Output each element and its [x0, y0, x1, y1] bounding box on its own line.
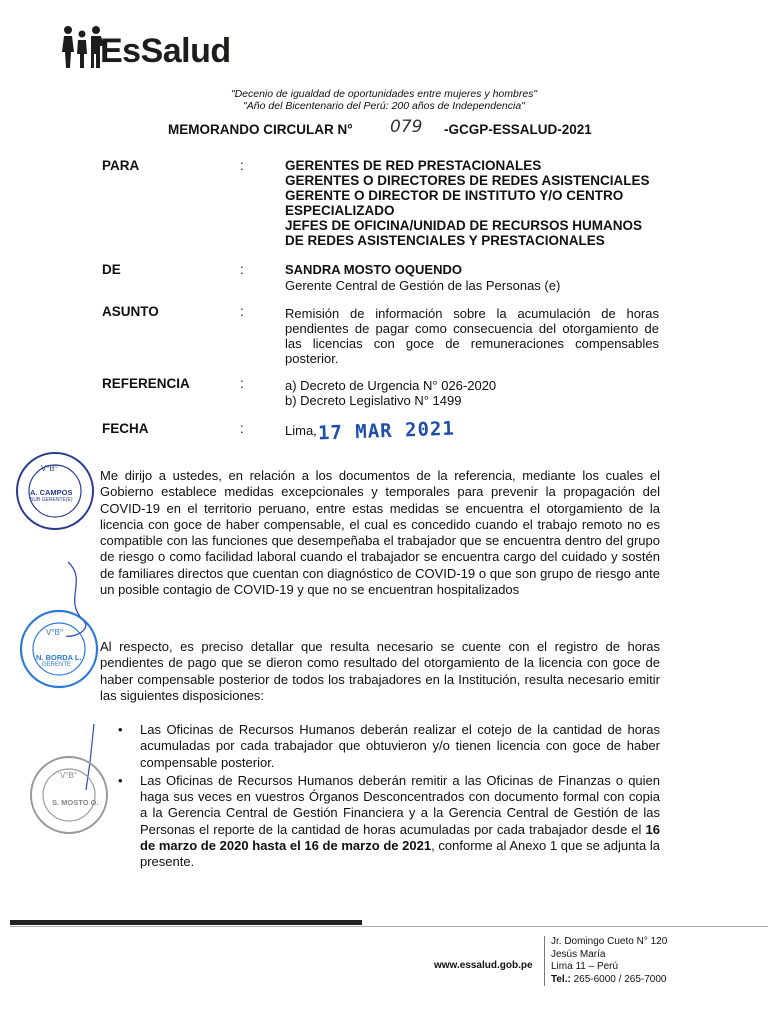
phone-label: Tel.:	[551, 973, 571, 985]
asunto-label: ASUNTO	[102, 304, 159, 319]
recipient-line: GERENTES DE RED PRESTACIONALES	[285, 158, 542, 173]
referencia-item: a) Decreto de Urgencia N° 026-2020	[285, 378, 497, 393]
colon: :	[240, 158, 244, 173]
recipient-line: GERENTES O DIRECTORES DE REDES ASISTENCIALES	[285, 173, 650, 188]
footer-rule-thin	[10, 926, 768, 927]
colon: :	[240, 262, 244, 277]
recipient-line: GERENTE O DIRECTOR DE INSTITUTO Y/O CENTRO	[285, 188, 624, 203]
referencia-item: b) Decreto Legislativo N° 1499	[285, 393, 462, 408]
sender-title: Gerente Central de Gestión de las Personas (e)	[285, 278, 561, 293]
recipient-line: JEFES DE OFICINA/UNIDAD DE RECURSOS HUMANOS	[285, 218, 643, 233]
seal-name: A. CAMPOS	[30, 488, 73, 497]
seal-stamp-2	[18, 608, 100, 690]
para-recipients	[285, 158, 650, 248]
recipient-line: ESPECIALIZADO	[285, 203, 395, 218]
list-item-text: , conforme al Anexo 1 que se adjunta la presente.	[140, 838, 660, 870]
asunto-text: Remisión de información sobre la acumulación de horas pendientes de pagar como consecuencia del otorgamiento de las licencias con goce de remuneraciones compensables posterior.	[285, 306, 659, 366]
website-link[interactable]: www.essalud.gob.pe	[434, 960, 533, 971]
fecha-place: Lima,	[285, 423, 317, 438]
colon: :	[240, 376, 244, 391]
colon: :	[240, 421, 244, 436]
footer-address	[544, 936, 667, 986]
list-item	[118, 722, 660, 771]
seal-stamp-3	[28, 754, 110, 836]
seal-name: N. BORDA L.	[36, 653, 82, 662]
list-item-text: Las Oficinas de Recursos Humanos deberán realizar el cotejo de la cantidad de horas acumuladas por cada trabajador que obtuvieron y/o tienen licencia con goce de haber compensable posterior.	[140, 722, 660, 770]
date-stamp: 17 MAR 2021	[317, 417, 456, 445]
seal-name: S. MOSTO O.	[52, 798, 99, 807]
phone-value: 265-6000 / 265-7000	[573, 973, 667, 985]
seal-vb: V°B°	[41, 464, 59, 473]
seal-role: GERENTE	[42, 662, 72, 668]
body-paragraph-1: Me dirijo a ustedes, en relación a los documentos de la referencia, mediante los cuales el Gobierno establece medidas excepcionales y temporales para prevenir la propagación del COVID-19 en el territorio peruano, entre estas medidas se encuentra el otorgamiento de la licencia con goce de haber compensable, el cual es concedido cuando el trabajo remoto no es compatible con las funciones que desempeñaba el trabajador que se encuentra dentro del grupo de riesgo o como facilidad laboral cuando el trabajador se encuentra cargo del cuidado y sostén de familiares directos que cuentan con diagnóstico de COVID-19 o que son grupo de riesgo ante un posible contagio de COVID-19 y que no se encuentran hospitalizados	[100, 468, 660, 598]
motto-line-1: "Decenio de igualdad de oportunidades entre mujeres y hombres"	[230, 88, 538, 100]
address-line: Jr. Domingo Cueto N° 120	[551, 936, 668, 947]
bullet-icon: •	[118, 772, 123, 788]
list-item-bold-text: 16 de marzo de 2020 hasta el 16 de marzo de 2021	[140, 821, 660, 854]
memo-suffix: -GCGP-ESSALUD-2021	[444, 122, 592, 137]
seal-role: SUB GERENTE(E)	[30, 497, 73, 503]
body-paragraph-2: Al respecto, es preciso detallar que resulta necesario se cuente con el registro de horas pendientes de pago que se dieron como resultado del otorgamiento de la licencia con goce de haber compensable posterior de todos los trabajadores en la Institución, resulta necesario emitir las siguientes disposiciones:	[100, 639, 660, 703]
memo-number: 079	[390, 117, 423, 137]
sender	[285, 262, 560, 293]
recipient-line: DE REDES ASISTENCIALES Y PRESTACIONALES	[285, 233, 605, 248]
address-line: Lima 11 – Perú	[551, 961, 619, 972]
footer-rule	[10, 920, 362, 925]
seal-icon	[28, 754, 110, 836]
phone-line	[551, 974, 667, 987]
disposiciones-list	[118, 722, 660, 871]
de-label: DE	[102, 262, 121, 277]
list-item	[118, 773, 660, 871]
memo-title: MEMORANDO CIRCULAR N°	[168, 122, 353, 137]
seal-icon	[18, 608, 100, 690]
sender-name: SANDRA MOSTO OQUENDO	[285, 262, 462, 277]
seal-vb: V°B°	[46, 628, 64, 637]
brand-name: EsSalud	[100, 32, 231, 70]
fecha-label: FECHA	[102, 421, 149, 436]
para-label: PARA	[102, 158, 140, 173]
colon: :	[240, 304, 244, 319]
motto-line-2: "Año del Bicentenario del Perú: 200 años de Independencia"	[243, 100, 525, 112]
bullet-icon: •	[118, 722, 123, 737]
list-item-text: Las Oficinas de Recursos Humanos deberán remitir a las Oficinas de Finanzas o quien haga sus veces en vuestros Órganos Desconcentrados con documento formal con copia a la Gerencia Central de Gestión Financiera y a la Gerencia Central de Gestión de las Personas el reporte de la cantidad de horas acumuladas por cada trabajador desde el	[140, 772, 660, 837]
address-line: Jesús María	[551, 948, 606, 960]
seal-vb: V°B°	[60, 771, 78, 780]
referencia-label: REFERENCIA	[102, 376, 190, 391]
referencias	[285, 378, 496, 408]
seal-stamp-1	[14, 450, 96, 532]
